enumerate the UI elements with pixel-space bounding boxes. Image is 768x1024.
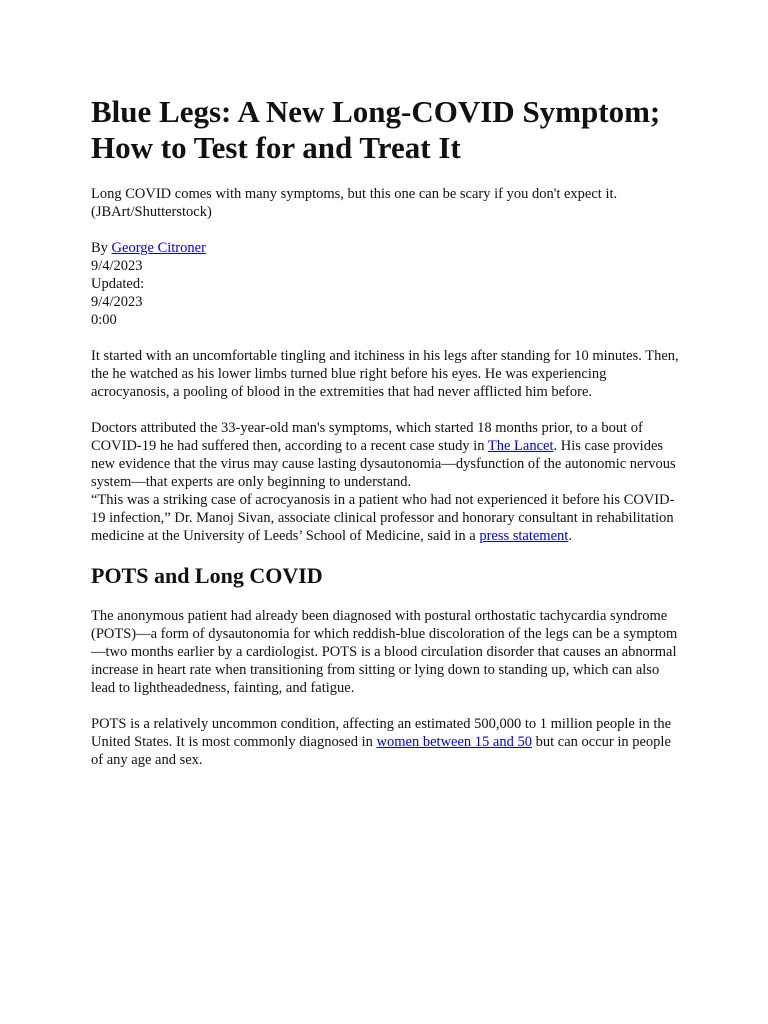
paragraph-3-text-a: “This was a striking case of acrocyanosis in a patient who had not experienced it before his COVID-19 infection,” Dr. Manoj Sivan, associate clinical professor and honorary consultant in rehabilitation medicine at the University of Leeds’ School of Medicine, said in a [91,492,675,544]
section-heading: POTS and Long COVID [91,563,323,588]
article-meta [91,239,680,329]
women-age-link[interactable]: women between 15 and 50 [376,734,532,750]
paragraph-5-text-b: but can occur in people of any age and sex. [91,734,671,768]
paragraph-3-text-b: . [568,528,572,544]
article-title: Blue Legs: A New Long-COVID Symptom; How to Test for and Treat It [91,94,661,165]
byline [91,239,680,257]
updated-label: Updated: [91,276,145,292]
press-statement-link[interactable]: press statement [479,528,569,544]
paragraph-5 [91,715,680,769]
paragraph-2-text-b: . His case provides new evidence that the virus may cause lasting dysautonomia—dysfunction of the autonomic nervous system—that experts are only beginning to understand. [91,438,676,490]
updated-date: 9/4/2023 [91,294,143,310]
updated-time: 0:00 [91,312,117,328]
paragraph-5-text-a: POTS is a relatively uncommon condition, affecting an estimated 500,000 to 1 million people in the United States. It is most commonly diagnosed in [91,716,672,750]
paragraph-2-text-a: Doctors attributed the 33-year-old man's symptoms, which started 18 months prior, to a bout of COVID-19 he had suffered then, according to a recent case study in [91,420,643,454]
paragraph-2 [91,419,680,491]
paragraph-3 [91,491,680,545]
caption-text: Long COVID comes with many symptoms, but this one can be scary if you don't expect it. [91,186,618,202]
author-link[interactable]: George Citroner [111,240,206,256]
byline-prefix: By [91,240,112,256]
lancet-link[interactable]: The Lancet [487,438,554,454]
image-caption [91,185,680,221]
paragraph-4: The anonymous patient had already been diagnosed with postural orthostatic tachycardia syndrome (POTS)—a form of dysautonomia for which reddish-blue discoloration of the legs can be a symptom—two months earlier by a cardiologist. POTS is a blood circulation disorder that causes an abnormal increase in heart rate when transitioning from sitting or lying down to standing up, which can also lead to lightheadedness, fainting, and fatigue. [91,608,678,696]
published-date: 9/4/2023 [91,258,143,274]
paragraph-1: It started with an uncomfortable tingling and itchiness in his legs after standing for 10 minutes. Then, the he watched as his lower limbs turned blue right before his eyes. He was experiencing acrocyanosis, a pooling of blood in the extremities that had never afflicted him before. [91,348,679,400]
caption-credit: (JBArt/Shutterstock) [91,204,212,220]
